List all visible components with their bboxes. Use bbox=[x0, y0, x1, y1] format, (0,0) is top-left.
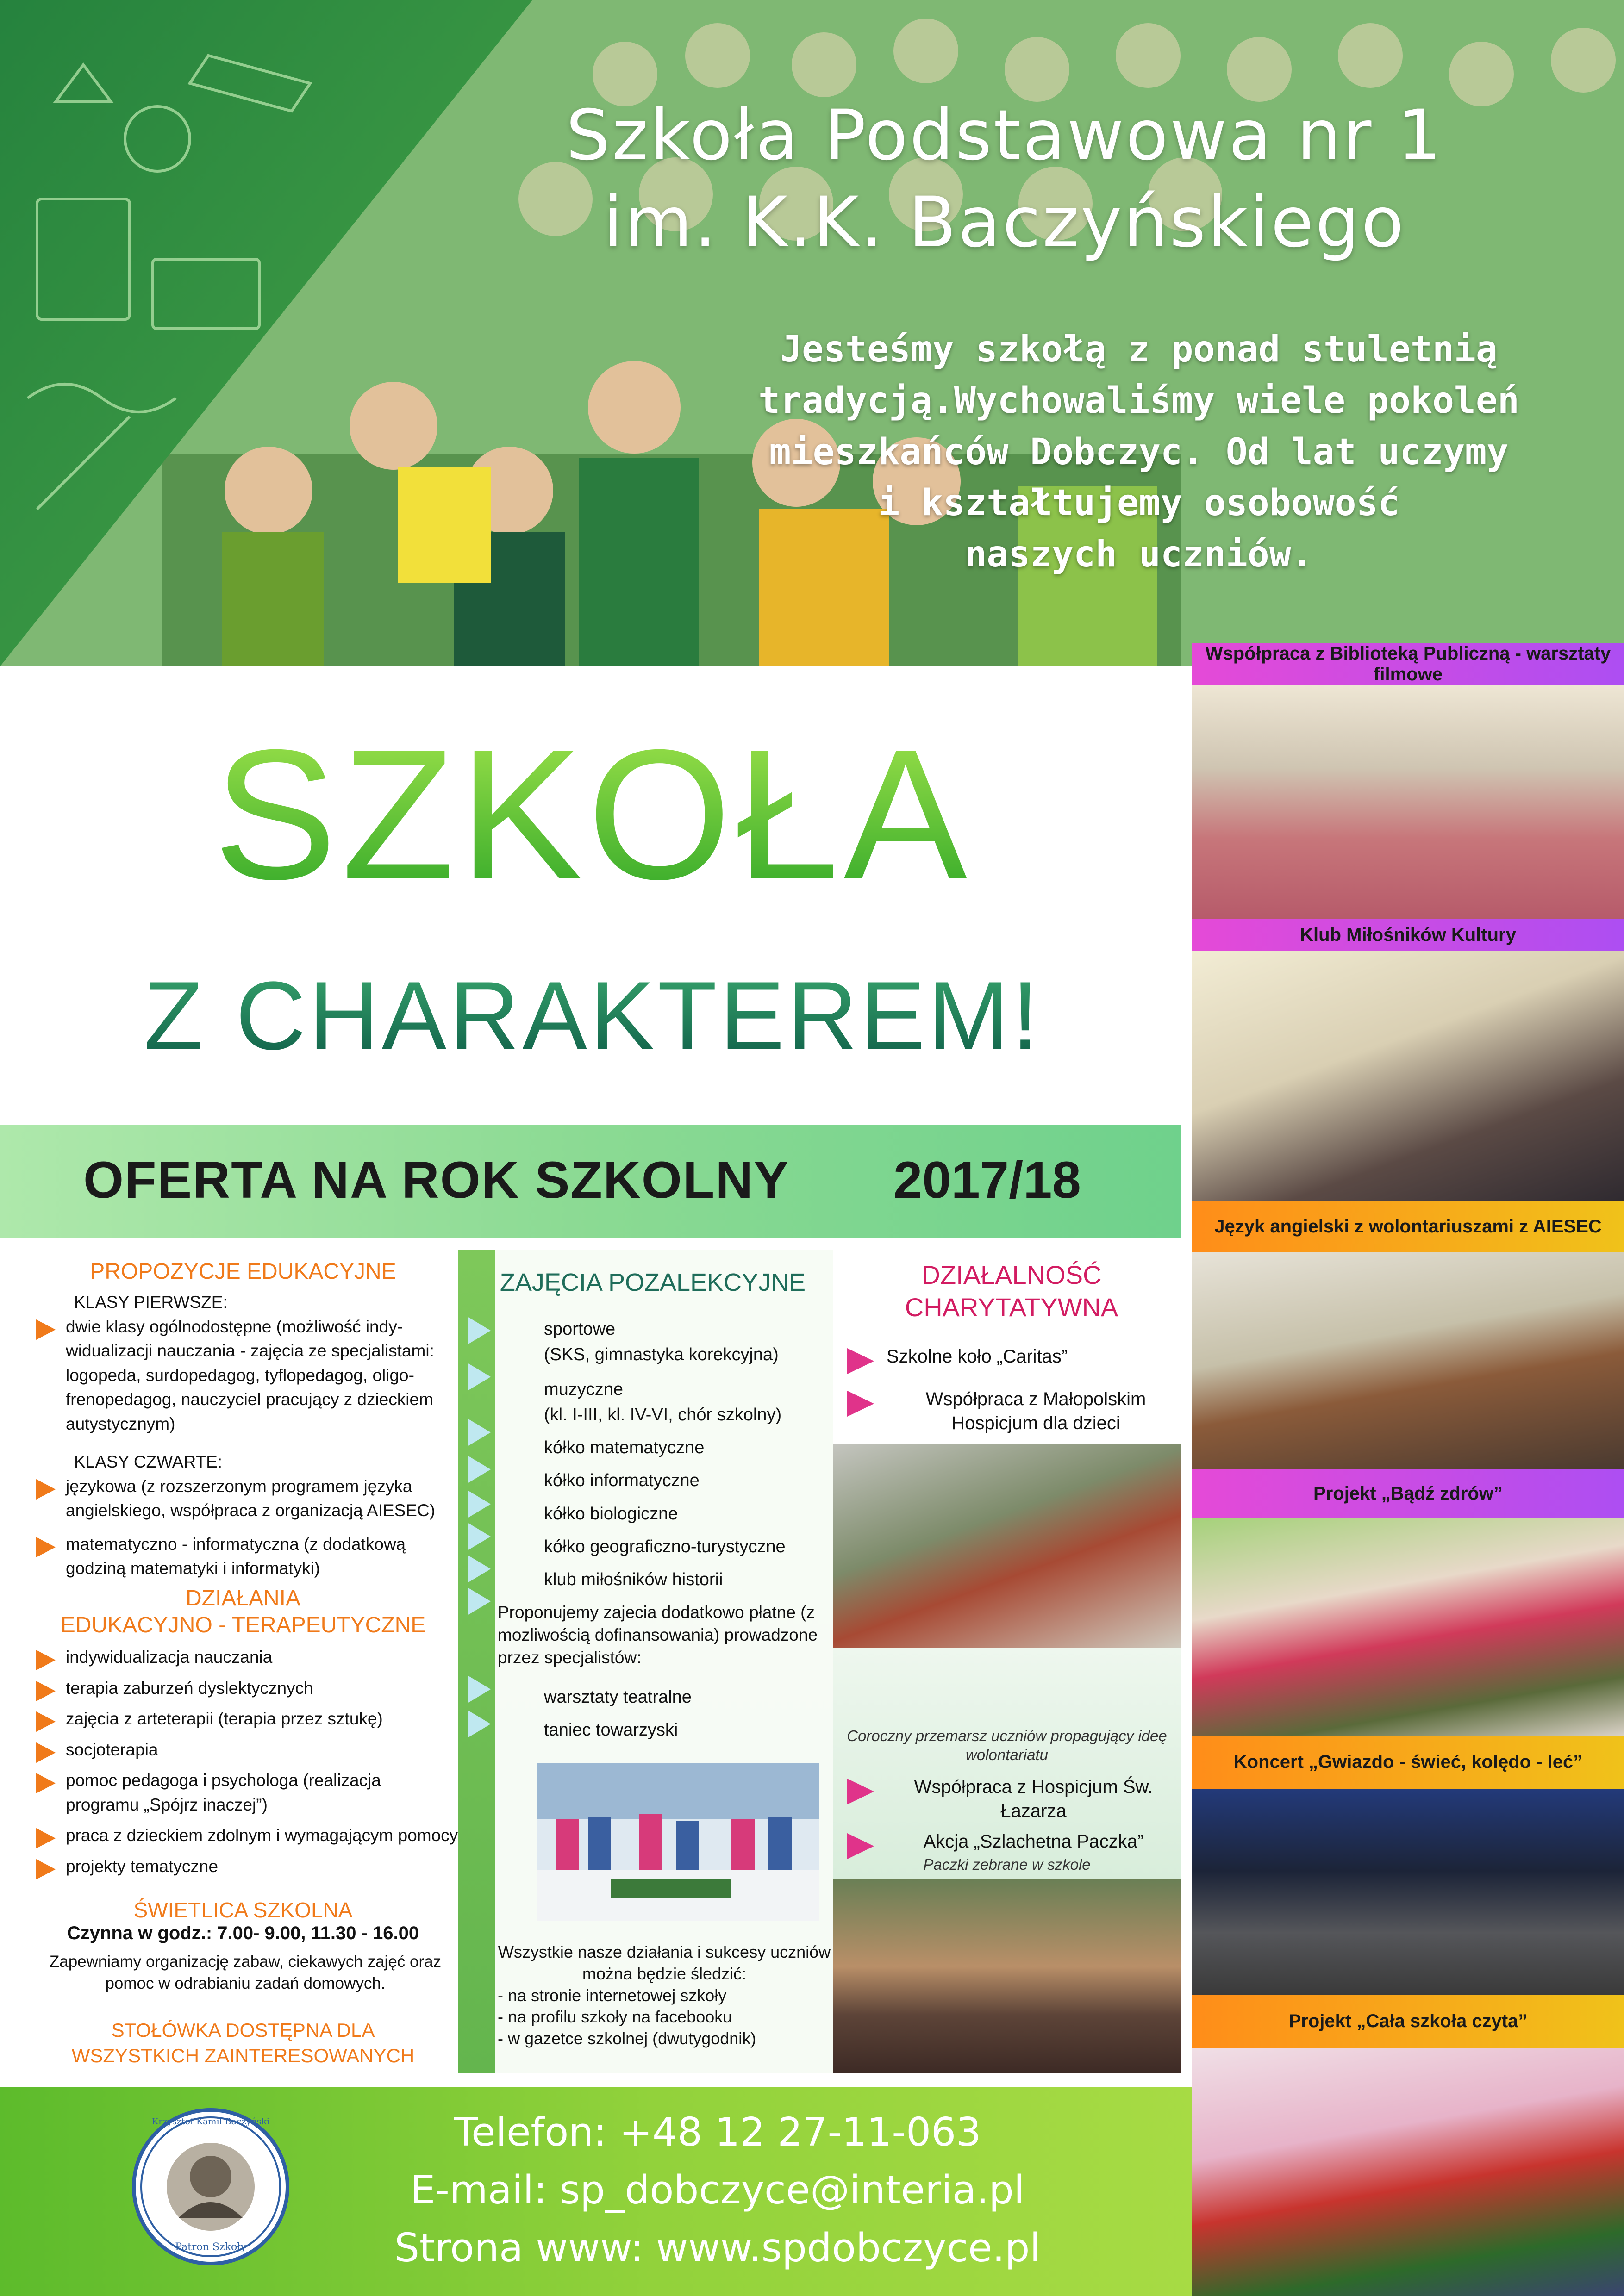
intro-line: naszych uczniów. bbox=[965, 534, 1313, 575]
intro-line: i kształtujemy osobowość bbox=[878, 482, 1400, 524]
hero-banner bbox=[0, 0, 1624, 666]
extra-item: kółko matematyczne bbox=[544, 1438, 705, 1458]
school-name bbox=[417, 93, 1593, 266]
offer-year: 2017/18 bbox=[893, 1151, 1081, 1209]
extra-paid-item: taniec towarzyski bbox=[544, 1720, 678, 1740]
gallery-label: Koncert „Gwiazdo - świeć, kolędo - leć” bbox=[1192, 1736, 1624, 1789]
therapy-list bbox=[28, 1645, 458, 1879]
first-grades-item: dwie klasy ogólnodostępne (możliwość indy-widualizacji nauczania - zajęcia ze specjalistami: logopeda, surdopedagog, tyflopedagog, oligo-frenopedagog, nauczyciel pracujący z dzieckiem autystycznym) bbox=[28, 1315, 458, 1437]
extra-item: muzyczne bbox=[544, 1380, 624, 1400]
parcels-caption: Paczki zebrane w szkole bbox=[923, 1856, 1091, 1873]
intro-line: mieszkańców Dobczyc. Od lat uczymy bbox=[769, 431, 1509, 473]
gallery-photo-healthy bbox=[1192, 1518, 1624, 1736]
charity-heading-line1: DZIAŁALNOŚĆ bbox=[921, 1260, 1102, 1289]
charity-list-2 bbox=[843, 1775, 1181, 1854]
gallery-label: Współpraca z Biblioteką Publiczną - warsztaty filmowe bbox=[1192, 643, 1624, 685]
gallery-photo-reading bbox=[1192, 2048, 1624, 2296]
edu-heading: PROPOZYCJE EDUKACYJNE bbox=[90, 1259, 396, 1284]
fourth-grades-item: matematyczno - informatyczna (z dodatkową godziną matematyki i informatyki) bbox=[28, 1532, 458, 1581]
first-grades-label: KLASY PIERWSZE: bbox=[74, 1293, 228, 1312]
follow-item: - na profilu szkoły na facebooku bbox=[498, 2007, 732, 2027]
patron-seal bbox=[132, 2108, 289, 2265]
slogan-line1: SZKOŁA bbox=[0, 722, 1185, 907]
extra-item: sportowe bbox=[544, 1319, 616, 1339]
swietlica-heading: ŚWIETLICA SZKOLNA bbox=[133, 1898, 353, 1922]
gallery-label: Projekt „Bądź zdrów” bbox=[1192, 1469, 1624, 1518]
extra-item: kółko geograficzno-turystyczne bbox=[544, 1537, 786, 1556]
footer-email[interactable]: E-mail: sp_dobczyce@interia.pl bbox=[410, 2167, 1025, 2213]
therapy-item: praca z dzieckiem zdolnym i wymagającym pomocy bbox=[28, 1823, 458, 1848]
extra-item: klub miłośników historii bbox=[544, 1569, 723, 1589]
gallery-label: Projekt „Cała szkoła czyta” bbox=[1192, 1995, 1624, 2048]
footer-website[interactable]: Strona www: www.spdobczyce.pl bbox=[394, 2225, 1041, 2271]
charity-heading bbox=[833, 1259, 1190, 1324]
charity-item: Szkolne koło „Caritas” bbox=[843, 1344, 1185, 1369]
therapy-heading bbox=[28, 1585, 458, 1638]
school-name-line1: Szkoła Podstawowa nr 1 bbox=[566, 95, 1443, 176]
offer-title: OFERTA NA ROK SZKOLNY bbox=[83, 1151, 789, 1209]
therapy-heading-line2: EDUKACYJNO - TERAPEUTYCZNE bbox=[60, 1612, 426, 1637]
school-intro bbox=[685, 324, 1593, 580]
extra-item: kółko biologiczne bbox=[544, 1504, 678, 1524]
follow-item: - na stronie internetowej szkoły bbox=[498, 1985, 727, 2005]
charity-march-photo bbox=[833, 1444, 1181, 1648]
charity-parcels-photo bbox=[833, 1879, 1181, 2073]
slogan-line2: Z CHARAKTEREM! bbox=[0, 967, 1185, 1064]
school-name-line2: im. K.K. Baczyńskiego bbox=[603, 182, 1406, 263]
extra-list bbox=[544, 1317, 831, 1593]
gallery-photo-library bbox=[1192, 685, 1624, 921]
intro-line: tradycją.Wychowaliśmy wiele pokoleń bbox=[758, 380, 1519, 422]
gallery-label: Klub Miłośników Kultury bbox=[1192, 919, 1624, 951]
extra-item: kółko informatyczne bbox=[544, 1471, 700, 1491]
therapy-item: pomoc pedagoga i psychologa (realizacja programu „Spójrz inaczej”) bbox=[28, 1768, 458, 1817]
march-caption: Coroczny przemarsz uczniów propagujący ideę wolontariatu bbox=[847, 1727, 1167, 1764]
gallery-photo-culture-club bbox=[1192, 951, 1624, 1201]
extra-item: (SKS, gimnastyka korekcyjna) bbox=[544, 1345, 779, 1365]
canteen-note bbox=[28, 2018, 458, 2068]
therapy-item: indywidualizacja nauczania bbox=[28, 1645, 458, 1670]
therapy-item: projekty tematyczne bbox=[28, 1854, 458, 1879]
follow-item: - w gazetce szkolnej (dwutygodnik) bbox=[498, 2029, 756, 2048]
seal-subtitle: Patron Szkoły bbox=[175, 2241, 246, 2253]
extra-item: (kl. I-III, kl. IV-VI, chór szkolny) bbox=[544, 1405, 782, 1425]
charity-item: Współpraca z Hospicjum Św. Łazarza bbox=[843, 1775, 1181, 1823]
canteen-line2: WSZYSTKICH ZAINTERESOWANYCH bbox=[71, 2044, 415, 2066]
seal-name: Krzysztof Kamil Baczyński bbox=[152, 2116, 269, 2127]
therapy-item: zajęcia z arteterapii (terapia przez sztukę) bbox=[28, 1707, 458, 1731]
intro-line: Jesteśmy szkołą z ponad stuletnią bbox=[780, 329, 1498, 370]
extra-paid-list bbox=[544, 1685, 831, 1743]
canteen-line1: STOŁÓWKA DOSTĘPNA DLA bbox=[111, 2019, 375, 2041]
charity-list bbox=[843, 1344, 1185, 1435]
fourth-grades-label: KLASY CZWARTE: bbox=[74, 1452, 223, 1472]
fourth-grades-item: językowa (z rozszerzonym programem języka angielskiego, współpraca z organizacją AIESEC) bbox=[28, 1475, 458, 1523]
edu-section bbox=[28, 1290, 458, 1581]
charity-item: Współpraca z Małopolskim Hospicjum dla dzieci bbox=[843, 1387, 1185, 1435]
patron-portrait-icon bbox=[136, 2112, 286, 2262]
extra-arrow-strip bbox=[458, 1268, 495, 1754]
extra-group-photo bbox=[537, 1763, 819, 1921]
gallery-photo-aiesec bbox=[1192, 1252, 1624, 1469]
swietlica-hours: Czynna w godz.: 7.00- 9.00, 11.30 - 16.00 bbox=[67, 1923, 419, 1943]
swietlica-text: Zapewniamy organizację zabaw, ciekawych zajęć oraz pomoc w odrabianiu zadań domowych. bbox=[49, 1953, 442, 1993]
therapy-item: socjoterapia bbox=[28, 1738, 458, 1762]
therapy-heading-line1: DZIAŁANIA bbox=[185, 1586, 301, 1611]
extra-heading: ZAJĘCIA POZALEKCYJNE bbox=[500, 1269, 806, 1296]
charity-heading-line2: CHARYTATYWNA bbox=[905, 1293, 1118, 1322]
charity-item: Akcja „Szlachetna Paczka” bbox=[843, 1829, 1181, 1854]
therapy-item: terapia zaburzeń dyslektycznych bbox=[28, 1676, 458, 1701]
follow-section bbox=[498, 1941, 831, 2050]
footer-phone: Telefon: +48 12 27-11-063 bbox=[454, 2109, 981, 2155]
extra-paid-item: warsztaty teatralne bbox=[544, 1687, 692, 1707]
follow-intro: Wszystkie nasze działania i sukcesy uczniów można będzie śledzić: bbox=[498, 1942, 831, 1983]
gallery-photo-concert bbox=[1192, 1789, 1624, 1995]
gallery-label: Język angielski z wolontariuszami z AIESEC bbox=[1192, 1201, 1624, 1252]
extra-paid-intro: Proponujemy zajecia dodatkowo płatne (z mozliwością dofinansowania) prowadzone przez specjalistów: bbox=[498, 1603, 818, 1667]
